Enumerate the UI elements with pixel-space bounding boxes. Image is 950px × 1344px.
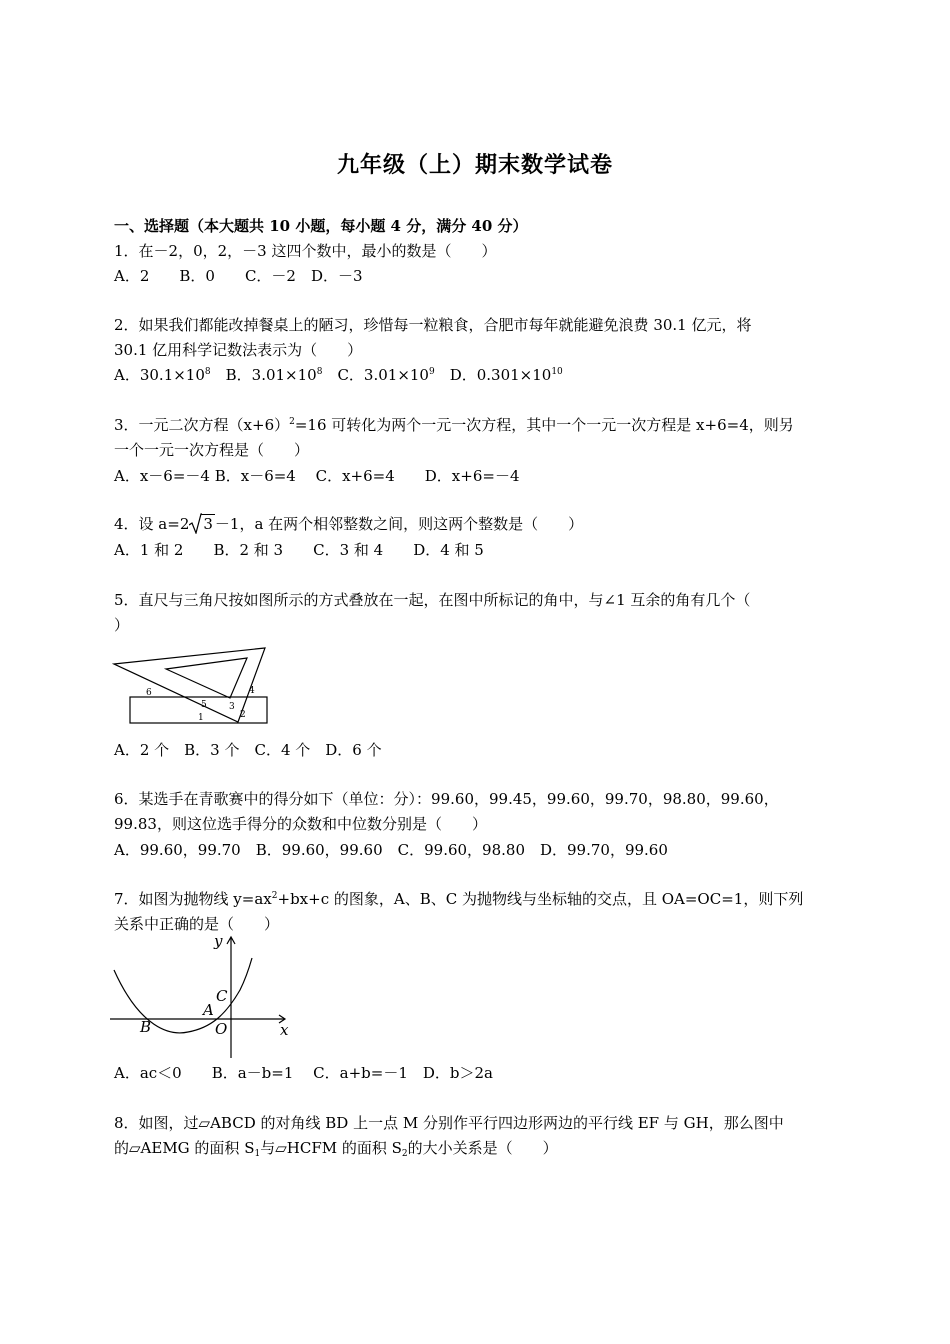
question-1-options: A．2 B．0 C．－2 D．－3 xyxy=(114,267,363,285)
angle-label-2: 2 xyxy=(240,710,246,720)
question-3-options: A．x－6=－4 B．x－6=4 C．x+6=4 D．x+6=－4 xyxy=(114,467,520,485)
question-6-stem-line2: 99.83，则这位选手得分的众数和中位数分别是（ ） xyxy=(114,815,487,833)
q4-stem-part1: 4．设 a=2 xyxy=(114,515,190,533)
question-4-stem xyxy=(114,514,583,534)
question-8-stem-line1: 8．如图，过▱ABCD 的对角线 BD 上一点 M 分别作平行四边形两边的平行线 EF 与 GH，那么图中 xyxy=(114,1114,784,1132)
x-axis-label: x xyxy=(280,1021,289,1039)
question-2-options xyxy=(114,365,563,385)
question-7-options: A．ac＜0 B．a－b=1 C．a+b=－1 D．b＞2a xyxy=(114,1064,493,1082)
q4-stem-part2: －1，a 在两个相邻整数之间，则这两个整数是（ ） xyxy=(214,515,584,533)
question-8-stem-line2 xyxy=(114,1138,558,1158)
radical-sign-icon xyxy=(189,513,202,534)
option-d: D．0.301×10 xyxy=(434,366,552,384)
q7-exponent: 2 xyxy=(271,891,278,901)
angle-label-6: 6 xyxy=(146,688,152,698)
option-b: B．3.01×10 xyxy=(210,366,317,384)
q8-stem-part3: 的大小关系是（ ） xyxy=(407,1139,558,1157)
angle-label-3: 3 xyxy=(229,702,235,712)
question-4-options: A．1 和 2 B．2 和 3 C．3 和 4 D．4 和 5 xyxy=(114,541,484,559)
triangle-inner-shape xyxy=(166,658,247,698)
y-axis-label: y xyxy=(214,932,223,950)
sqrt-expression xyxy=(189,514,215,534)
origin-label: O xyxy=(215,1020,228,1038)
radicand: 3 xyxy=(203,515,213,533)
section-heading: 一、选择题（本大题共 10 小题，每小题 4 分，满分 40 分） xyxy=(114,217,528,235)
parabola-figure xyxy=(110,928,292,1060)
question-5-stem-line2: ） xyxy=(114,616,130,634)
q7-stem-part2: +bx+c 的图象，A、B、C 为抛物线与坐标轴的交点，且 OA=OC=1，则下列 xyxy=(277,890,804,908)
q7-stem-part1: 7．如图为抛物线 y=ax xyxy=(114,890,272,908)
angle-label-5: 5 xyxy=(201,700,207,710)
question-2-stem-line2: 30.1 亿用科学记数法表示为（ ） xyxy=(114,341,363,359)
q8-subscript-1: 1 xyxy=(254,1149,261,1159)
question-6-stem-line1: 6．某选手在青歌赛中的得分如下（单位：分）：99.60，99.45，99.60，99.70，98.80，99.60， xyxy=(114,790,779,808)
q8-stem-part1: 的▱AEMG 的面积 S xyxy=(114,1139,255,1157)
q8-stem-part2: 与▱HCFM 的面积 S xyxy=(260,1139,402,1157)
question-7-stem-line2: 关系中正确的是（ ） xyxy=(114,915,280,933)
question-5-stem-line1: 5．直尺与三角尺按如图所示的方式叠放在一起，在图中所标记的角中，与∠1 互余的角有几个（ xyxy=(114,591,751,609)
option-c-exponent: 9 xyxy=(428,367,435,377)
question-3-stem-line2: 一个一元一次方程是（ ） xyxy=(114,441,310,459)
angle-label-4: 4 xyxy=(249,686,255,696)
q3-stem-part1: 3．一元二次方程（x+6） xyxy=(114,416,290,434)
option-a: A．30.1×10 xyxy=(114,366,205,384)
question-7-stem-line1 xyxy=(114,889,803,909)
question-6-options: A．99.60，99.70 B．99.60，99.60 C．99.60，98.80 D．99.70，99.60 xyxy=(114,841,668,859)
ruler-triangle-figure xyxy=(112,645,272,727)
q3-stem-part2: =16 可转化为两个一元一次方程，其中一个一元一次方程是 x+6=4，则另 xyxy=(294,416,794,434)
question-1-stem: 1．在－2，0，2，－3 这四个数中，最小的数是（ ） xyxy=(114,242,497,260)
point-b-label: B xyxy=(140,1018,152,1036)
page-title: 九年级（上）期末数学试卷 xyxy=(336,152,613,178)
question-2-stem-line1: 2．如果我们都能改掉餐桌上的陋习，珍惜每一粒粮食，合肥市每年就能避免浪费 30.1 亿元，将 xyxy=(114,316,752,334)
option-b-exponent: 8 xyxy=(316,367,323,377)
option-d-exponent: 10 xyxy=(551,367,563,377)
point-a-label: A xyxy=(203,1001,214,1019)
option-a-exponent: 8 xyxy=(204,367,211,377)
q8-subscript-2: 2 xyxy=(401,1149,408,1159)
point-c-label: C xyxy=(216,987,228,1005)
q3-exponent: 2 xyxy=(289,417,295,427)
option-c: C．3.01×10 xyxy=(322,366,429,384)
question-3-stem-line1 xyxy=(114,415,794,435)
angle-label-1: 1 xyxy=(198,713,204,723)
question-5-options: A．2 个 B．3 个 C．4 个 D．6 个 xyxy=(114,741,382,759)
